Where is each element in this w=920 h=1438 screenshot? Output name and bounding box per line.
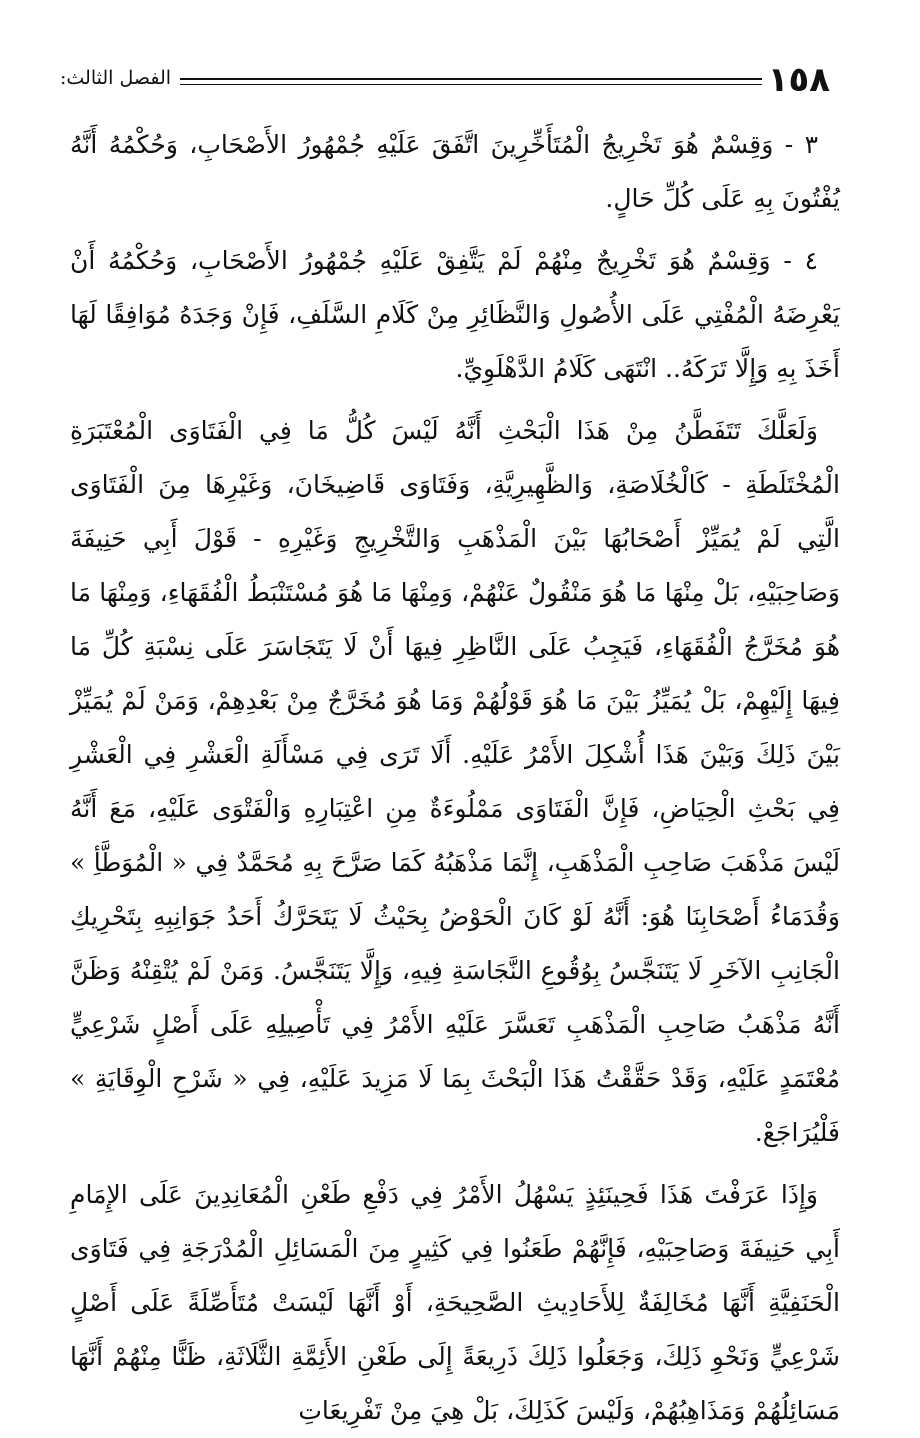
paragraph-item-3: ٣ - وَقِسْمٌ هُوَ تَخْرِيجُ الْمُتَأَخِّرِينَ اتَّفَقَ عَلَيْهِ جُمْهُورُ الأَصْحَابِ، وَحُكْمُهُ أَنَّهُ يُفْتُونَ بِهِ عَلَى كُلِّ حَالٍ. [70, 130, 840, 213]
body-text [70, 118, 840, 1438]
header-rule-thin [180, 84, 762, 85]
paragraph-item-4: ٤ - وَقِسْمٌ هُوَ تَخْرِيجٌ مِنْهُمْ لَمْ يَتَّفِقْ عَلَيْهِ جُمْهُورُ الأَصْحَابِ، وَحُكْمُهُ أَنْ يَعْرِضَهُ الْمُفْتِي عَلَى الأُصُولِ وَالنَّظَائِرِ مِنْ كَلَامِ السَّلَفِ، فَإِنْ وَجَدَهُ مُوَافِقًا لَهَا أَخَذَ بِهِ وَإِلَّا تَرَكَهُ.. انْتَهَى كَلَامُ الدَّهْلَوِيِّ. [70, 246, 840, 383]
paragraph: وَلَعَلَّكَ تَتَفَطَّنُ مِنْ هَذَا الْبَحْثِ أَنَّهُ لَيْسَ كُلُّ مَا فِي الْفَتَاوَى الْمُعْتَبَرَةِ الْمُخْتَلَطَةِ - كَالْخُلَاصَةِ، وَالظَّهِيرِيَّةِ، وَفَتَاوَى قَاضِيخَانَ، وَغَيْرِهَا مِنَ الْفَتَاوَى الَّتِي لَمْ يُمَيِّزْ أَصْحَابُهَا بَيْنَ الْمَذْهَبِ وَالتَّخْرِيجِ وَغَيْرِهِ - قَوْلَ أَبِي حَنِيفَةَ وَصَاحِبَيْهِ، بَلْ مِنْهَا مَا هُوَ مَنْقُولٌ عَنْهُمْ، وَمِنْهَا مَا هُوَ مُسْتَنْبَطُ الْفُقَهَاءِ، وَمِنْهَا مَا هُوَ مُخَرَّجُ الْفُقَهَاءِ، فَيَجِبُ عَلَى النَّاظِرِ فِيهَا أَنْ لَا يَتَجَاسَرَ عَلَى نِسْبَةِ كُلِّ مَا فِيهَا إِلَيْهِمْ، بَلْ يُمَيِّزُ بَيْنَ مَا هُوَ قَوْلُهُمْ وَمَا هُوَ مُخَرَّجٌ مِنْ بَعْدِهِمْ، وَمَنْ لَمْ يُمَيِّزْ بَيْنَ ذَلِكَ وَبَيْنَ هَذَا أُشْكِلَ الأَمْرُ عَلَيْهِ. أَلَا تَرَى فِي مَسْأَلَةِ الْعَشْرِ فِي الْعَشْرِ فِي بَحْثِ الْحِيَاضِ، فَإِنَّ الْفَتَاوَى مَمْلُوءَةٌ مِنِ اعْتِبَارِهِ وَالْفَتْوَى عَلَيْهِ، مَعَ أَنَّهُ لَيْسَ مَذْهَبَ صَاحِبِ الْمَذْهَبِ، إِنَّمَا مَذْهَبُهُ كَمَا صَرَّحَ بِهِ مُحَمَّدٌ فِي « الْمُوَطَّأِ » وَقُدَمَاءُ أَصْحَابِنَا هُوَ: أَنَّهُ لَوْ كَانَ الْحَوْضُ بِحَيْثُ لَا يَتَحَرَّكُ أَحَدُ جَوَانِبِهِ بِتَحْرِيكِ الْجَانِبِ الآخَرِ لَا يَتَنَجَّسُ بِوُقُوعِ النَّجَاسَةِ فِيهِ، وَإِلَّا يَتَنَجَّسُ. وَمَنْ لَمْ يُتْقِنْهُ وَظَنَّ أَنَّهُ مَذْهَبُ صَاحِبِ الْمَذْهَبِ تَعَسَّرَ عَلَيْهِ الأَمْرُ فِي تَأْصِيلِهِ عَلَى أَصْلٍ شَرْعِيٍّ مُعْتَمَدٍ عَلَيْهِ، وَقَدْ حَقَّقْتُ هَذَا الْبَحْثَ بِمَا لَا مَزِيدَ عَلَيْهِ، فِي « شَرْحِ الْوِقَايَةِ » فَلْيُرَاجَعْ. [70, 416, 840, 1147]
paragraph: وَإِذَا عَرَفْتَ هَذَا فَحِينَئِذٍ يَسْهُلُ الأَمْرُ فِي دَفْعِ طَعْنِ الْمُعَانِدِينَ عَلَى الإِمَامِ أَبِي حَنِيفَةَ وَصَاحِبَيْهِ، فَإِنَّهُمْ طَعَنُوا فِي كَثِيرٍ مِنَ الْمَسَائِلِ الْمُدْرَجَةِ فِي فَتَاوَى الْحَنَفِيَّةِ أَنَّهَا مُخَالِفَةٌ لِلأَحَادِيثِ الصَّحِيحَةِ، أَوْ أَنَّهَا لَيْسَتْ مُتَأَصِّلَةً عَلَى أَصْلٍ شَرْعِيٍّ وَنَحْوِ ذَلِكَ، وَجَعَلُوا ذَلِكَ ذَرِيعَةً إِلَى طَعْنِ الأَئِمَّةِ الثَّلَاثَةِ، ظَنًّا مِنْهُمْ أَنَّهَا مَسَائِلُهُمْ وَمَذَاهِبُهُمْ، وَلَيْسَ كَذَلِكَ، بَلْ هِيَ مِنْ تَفْرِيعَاتِ [70, 1180, 840, 1425]
page-header [60, 60, 830, 108]
header-rule [180, 78, 762, 80]
chapter-title: الفصل الثالث: [60, 67, 172, 89]
page-number: ١٥٨ [767, 60, 830, 100]
